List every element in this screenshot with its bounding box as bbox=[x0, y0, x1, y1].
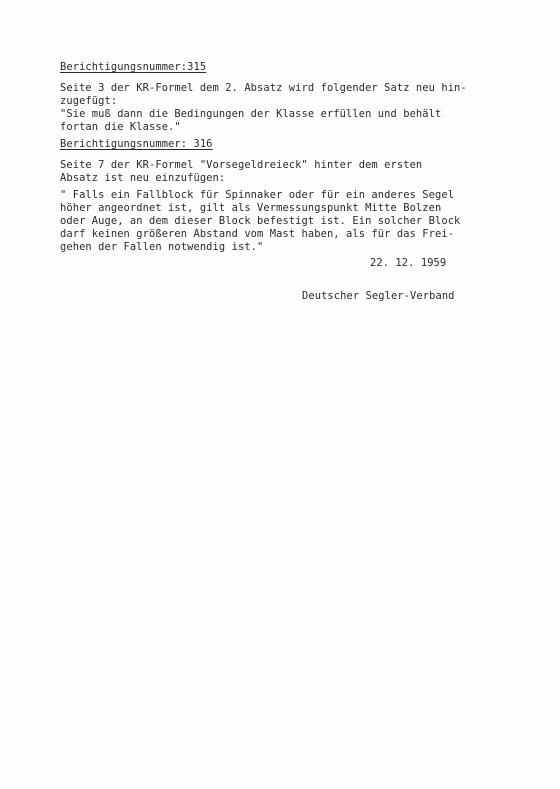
signature: Deutscher Segler-Verband bbox=[302, 290, 455, 302]
section-1-line: fortan die Klasse." bbox=[60, 121, 181, 133]
section-2-line: " Falls ein Fallblock für Spinnaker oder für ein anderes Segel bbox=[60, 189, 455, 201]
section-2-line: Absatz ist neu einzufügen: bbox=[60, 172, 226, 184]
section-2-line: gehen der Fallen notwendig ist." bbox=[60, 241, 264, 253]
section-1-line: zugefügt: bbox=[60, 95, 118, 107]
section-2-line: darf keinen größeren Abstand vom Mast haben, als für das Frei- bbox=[60, 228, 455, 240]
document-date: 22. 12. 1959 bbox=[370, 257, 447, 269]
section-2-line: oder Auge, an dem dieser Block befestigt ist. Ein solcher Block bbox=[60, 215, 461, 227]
section-2-heading: Berichtigungsnummer: 316 bbox=[60, 138, 213, 150]
section-2-line: Seite 7 der KR-Formel "Vorsegeldreieck" hinter dem ersten bbox=[60, 159, 423, 171]
section-1-line: "Sie muß dann die Bedingungen der Klasse erfüllen und behält bbox=[60, 108, 442, 120]
section-2-line: höher angeordnet ist, gilt als Vermessungspunkt Mitte Bolzen bbox=[60, 202, 442, 214]
section-1-line: Seite 3 der KR-Formel dem 2. Absatz wird folgender Satz neu hin- bbox=[60, 82, 467, 94]
section-1-heading: Berichtigungsnummer:315 bbox=[60, 61, 207, 73]
